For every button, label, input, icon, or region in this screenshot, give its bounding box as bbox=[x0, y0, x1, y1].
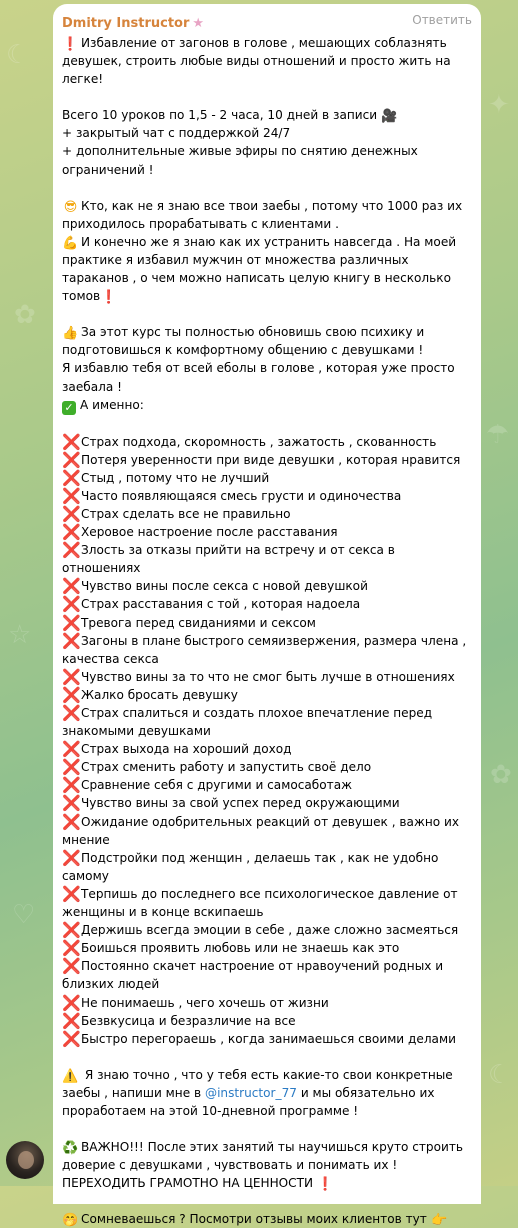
cross-icon: ❌ bbox=[62, 794, 81, 813]
problem-item: ❌Часто появляющаяся смесь грусти и одиночества bbox=[62, 486, 402, 505]
instructor-mention-link[interactable]: @instructor_77 bbox=[204, 1085, 297, 1100]
problem-item: ❌Стыд , потому что не лучший bbox=[62, 468, 270, 487]
recycle-icon: ♻️ bbox=[62, 1141, 79, 1157]
wallpaper-doodle: ♡ bbox=[12, 900, 36, 930]
cross-icon: ❌ bbox=[62, 776, 81, 795]
problem-item: ❌Чувство вины за свой успех перед окружающими bbox=[62, 794, 400, 813]
cross-icon: ❌ bbox=[62, 523, 81, 542]
problem-item: ❌Страх сменить работу и запустить своё дело bbox=[62, 758, 372, 777]
problem-item: ❌Безвкусица и безразличие на все bbox=[62, 1011, 296, 1030]
sunglasses-icon: 😎 bbox=[63, 199, 78, 215]
specific-paragraph: ⚠️ Я знаю точно , что у тебя есть какие-то свои конкретные заебы , напиши мне в @instructor_77 и мы обязательно их проработаем на этой 10-дневной программе ! bbox=[62, 1067, 453, 1118]
problem-item: ❌Постоянно скачет настроение от нравоучений родных и близких людей bbox=[62, 957, 444, 992]
result-paragraph: 👍 За этот курс ты полностью обновишь свою психику и подготовишься к комфортному общению с девушками ! bbox=[62, 325, 425, 358]
cross-icon: ❌ bbox=[62, 432, 81, 451]
wallpaper-doodle: ✿ bbox=[490, 760, 512, 790]
problem-item: ❌Не понимаешь , чего хочешь от жизни bbox=[62, 993, 329, 1012]
star-icon: ★ bbox=[192, 16, 205, 31]
problem-item: ❌Ожидание одобрительных реакций от девушек , важно их мнение bbox=[62, 812, 460, 847]
cross-icon: ❌ bbox=[62, 812, 81, 831]
cross-icon: ❌ bbox=[62, 884, 81, 903]
wallpaper-doodle: ✿ bbox=[14, 300, 36, 330]
wallpaper-doodle: ☾ bbox=[488, 1060, 512, 1090]
problem-item: ❌Страх расставания с той , которая надоела bbox=[62, 595, 361, 614]
cross-icon: ❌ bbox=[62, 993, 81, 1012]
problem-item: ❌Тревога перед свиданиями и сексом bbox=[62, 613, 316, 632]
problem-item: ❌Страх подхода, скоромность , зажатость , скованность bbox=[62, 432, 437, 451]
thumbs-up-icon: 👍 bbox=[62, 326, 79, 342]
sender-name[interactable]: Dmitry Instructor bbox=[62, 16, 190, 31]
course-line: + дополнительные живые эфиры по снятию денежных ограничений ! bbox=[62, 144, 418, 177]
check-icon: ✓ bbox=[62, 401, 76, 415]
cross-icon: ❌ bbox=[62, 704, 81, 722]
problem-item: ❌Злость за отказы прийти на встречу и от секса в отношениях bbox=[62, 541, 395, 576]
cross-icon: ❌ bbox=[62, 450, 81, 469]
cross-icon: ❌ bbox=[62, 631, 81, 650]
course-line: Всего 10 уроков по 1,5 - 2 часа, 10 дней в записи 🎥 bbox=[62, 108, 398, 125]
problem-item: ❌Херовое настроение после расставания bbox=[62, 523, 338, 542]
problem-item: ❌Страх спалиться и создать плохое впечатление перед знакомыми девушками bbox=[62, 704, 433, 739]
cross-icon: ❌ bbox=[62, 1029, 81, 1048]
problem-item: ❌Держишь всегда эмоции в себе , даже сложно засмеяться bbox=[62, 921, 459, 940]
cross-icon: ❌ bbox=[62, 740, 81, 759]
intro-paragraph: ❗ Избавление от загонов в голове , мешающих соблазнять девушек, строить любые виды отношений и просто жить на легке! bbox=[62, 36, 451, 87]
important-paragraph: ♻️ ВАЖНО!!! После этих занятий ты научишься круто строить доверие с девушками , чувствовать и понимать их ! bbox=[62, 1140, 464, 1173]
problem-list bbox=[62, 433, 472, 1048]
cross-icon: ❌ bbox=[62, 541, 81, 560]
problem-item: ❌Чувство вины за то что не смог быть лучше в отношениях bbox=[62, 667, 455, 686]
muscle-icon: 💪 bbox=[62, 235, 79, 251]
cross-icon: ❌ bbox=[62, 921, 81, 940]
fix-paragraph: 💪 И конечно же я знаю как их устранить навсегда . На моей практике я избавил мужчин от множества различных тараканов , о чем можно написать целую книгу в несколько томов❗ bbox=[62, 234, 457, 306]
video-camera-icon: 🎥 bbox=[381, 109, 398, 125]
problem-item: ❌Страх сделать все не правильно bbox=[62, 504, 291, 523]
problem-item: ❌Чувство вины после секса с новой девушкой bbox=[62, 577, 368, 596]
sender-avatar[interactable] bbox=[6, 1141, 44, 1179]
problem-item: ❌Боишься проявить любовь или не знаешь как это bbox=[62, 939, 400, 958]
cross-icon: ❌ bbox=[62, 486, 81, 505]
cross-icon: ❌ bbox=[62, 595, 81, 614]
cross-icon: ❌ bbox=[62, 613, 81, 632]
cross-icon: ❌ bbox=[62, 685, 81, 704]
problem-item: ❌Терпишь до последнего все психологическое давление от женщины и в конце вскипаешь bbox=[62, 884, 458, 920]
cross-icon: ❌ bbox=[62, 667, 81, 686]
wallpaper-doodle: ☆ bbox=[8, 620, 32, 650]
wallpaper-doodle: ☾ bbox=[6, 40, 30, 70]
point-right-icon: 👉 bbox=[431, 1213, 448, 1228]
reply-button[interactable]: Ответить bbox=[412, 13, 472, 27]
values-line: ПЕРЕХОДИТЬ ГРАМОТНО НА ЦЕННОСТИ ❗ bbox=[62, 1176, 334, 1193]
cross-icon: ❌ bbox=[62, 468, 81, 487]
wallpaper-doodle: ☂ bbox=[486, 420, 510, 450]
rid-paragraph: Я избавлю тебя от всей еболы в голове , которая уже просто заебала ! bbox=[62, 361, 455, 394]
exclamation-icon: ❗ bbox=[317, 1177, 334, 1193]
doubt-paragraph: 🤭 Сомневаешься ? Посмотри отзывы моих клиентов тут 👉 bbox=[62, 1212, 448, 1228]
problem-item: ❌Быстро перегораешь , когда занимаешься своими делами bbox=[62, 1029, 456, 1048]
message-bubble bbox=[53, 4, 481, 1228]
cross-icon: ❌ bbox=[62, 957, 81, 976]
wallpaper-doodle: ✦ bbox=[488, 90, 510, 120]
face-hand-over-mouth-icon: 🤭 bbox=[62, 1213, 79, 1228]
message-header bbox=[62, 12, 472, 30]
message-text bbox=[62, 34, 472, 1228]
exclamation-icon: ❗ bbox=[62, 37, 79, 52]
problem-item: ❌Загоны в плане быстрого семяизвержения, размера члена , качества секса bbox=[62, 631, 467, 666]
problem-item: ❌Жалко бросать девушку bbox=[62, 685, 238, 704]
problem-item: ❌Сравнение себя с другими и самосаботаж bbox=[62, 776, 353, 795]
cross-icon: ❌ bbox=[62, 1011, 81, 1030]
cross-icon: ❌ bbox=[62, 848, 81, 867]
problem-item: ❌Потеря уверенности при виде девушки , которая нравится bbox=[62, 450, 461, 469]
problem-item: ❌Подстройки под женщин , делаешь так , как не удобно самому bbox=[62, 848, 439, 883]
exclamation-icon: ❗ bbox=[100, 290, 117, 306]
cross-icon: ❌ bbox=[62, 758, 81, 777]
cross-icon: ❌ bbox=[62, 504, 81, 523]
cross-icon: ❌ bbox=[62, 939, 81, 958]
cross-icon: ❌ bbox=[62, 577, 81, 596]
warning-icon: ⚠️ bbox=[62, 1068, 79, 1084]
problem-item: ❌Страх выхода на хороший доход bbox=[62, 740, 292, 759]
know-paragraph: 😎 Кто, как не я знаю все твои заебы , потому что 1000 раз их приходилось прорабатывать с клиентами . bbox=[62, 198, 463, 231]
namely-line: ✓ А именно: bbox=[62, 396, 472, 415]
course-line: + закрытый чат с поддержкой 24/7 bbox=[62, 126, 291, 141]
